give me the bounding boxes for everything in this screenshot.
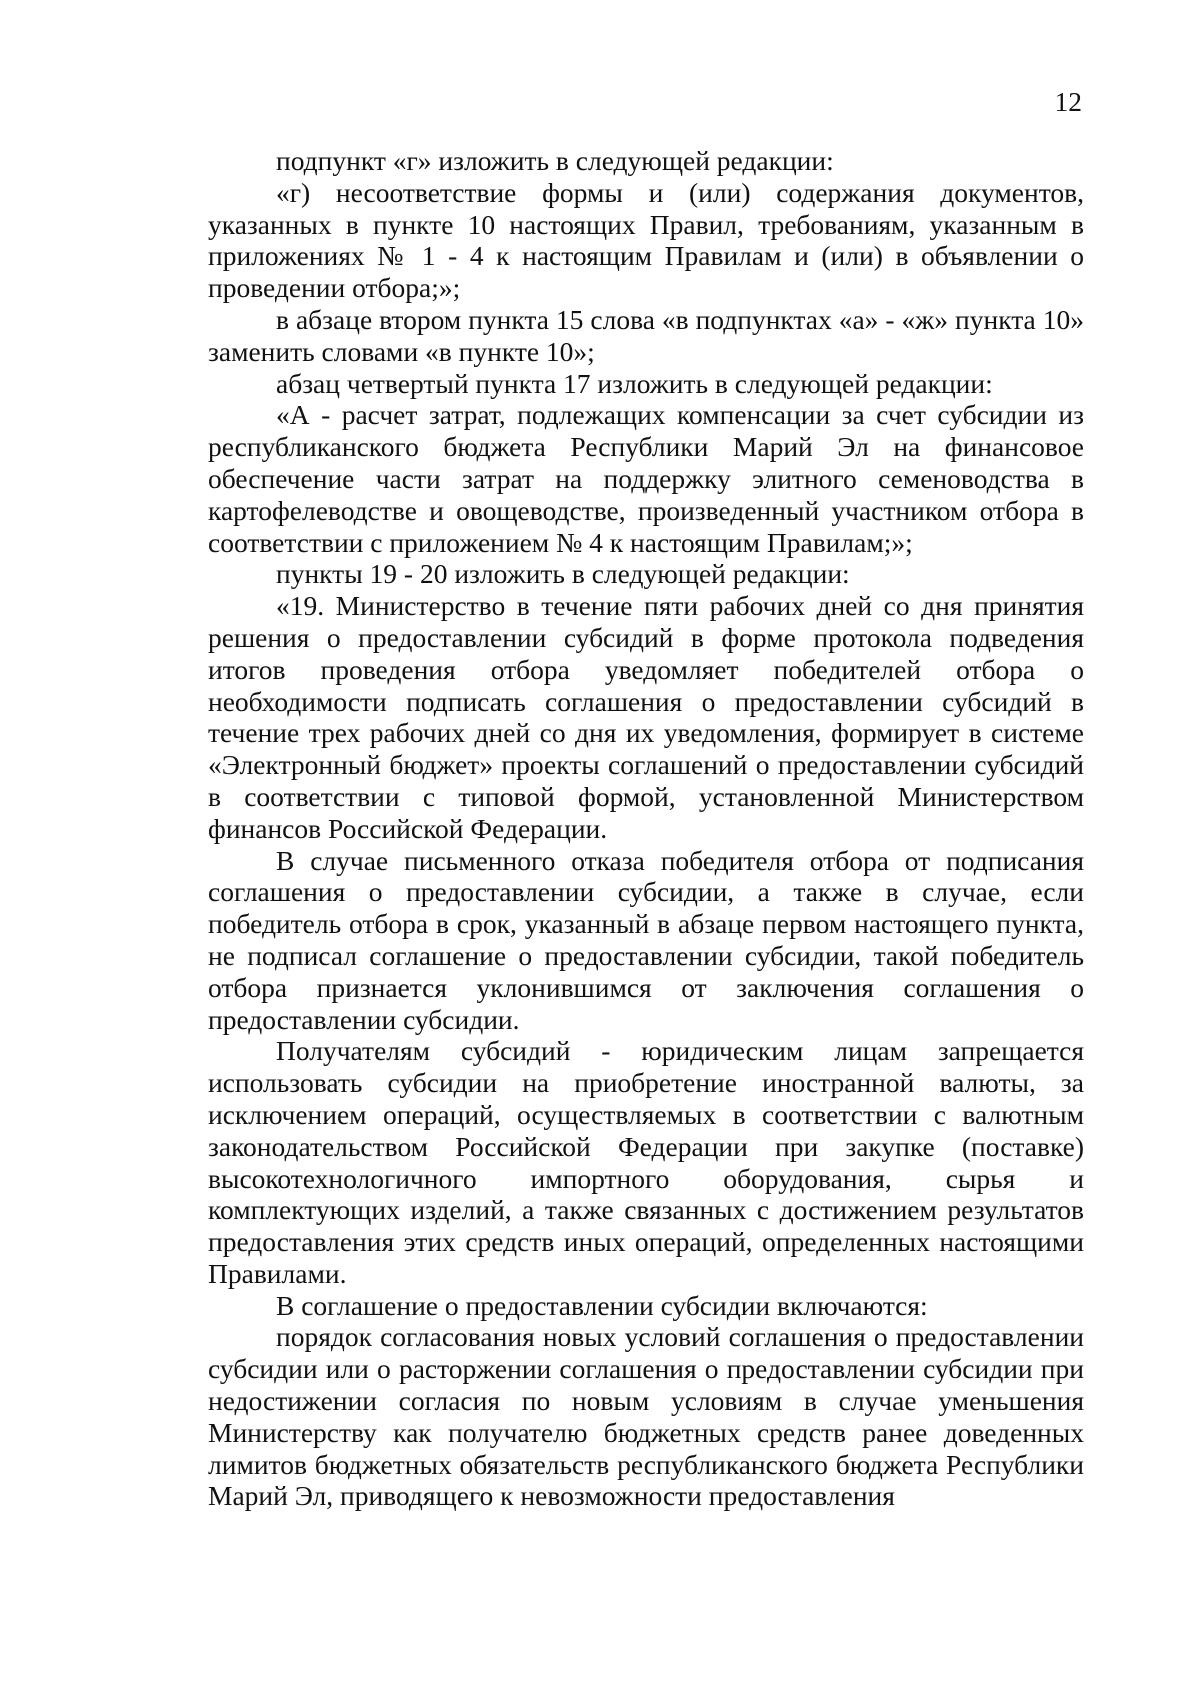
paragraph-items-19-20-intro: пункты 19 - 20 изложить в следующей редакции:: [276, 558, 850, 590]
paragraph-currency-ban: Получателям субсидий - юридическим лицам запрещается использовать субсидии на приобретение иностранной валюты, за исключением операций, осуществляемых в соответствии с валютным законодательством Российской Федерации при закупке (поставке) высокотехнологичного импортного оборудования, сырья и комплектующих изделий, а также связанных с достижением результатов предоставления этих средств иных операций, определенных настоящими Правилами.: [208, 1035, 1084, 1289]
paragraph-item-19: «19. Министерство в течение пяти рабочих дней со дня принятия решения о предоставлении субсидий в форме протокола подведения итогов проведения отбора уведомляет победителей отбора о необходимости подписать соглашения о предоставлении субсидий в течение трех рабочих дней со дня их уведомления, формирует в системе «Электронный бюджет» проекты соглашений о предоставлении субсидий в соответствии с типовой формой, установленной Министерством финансов Российской Федерации.: [208, 590, 1084, 844]
paragraph-agreement-includes: В соглашение о предоставлении субсидии включаются:: [276, 1289, 928, 1321]
paragraph-subitem-g-text: «г) несоответствие формы и (или) содержания документов, указанных в пункте 10 настоящих Правил, требованиям, указанным в приложениях № 1 - 4 к настоящим Правилам и (или) в объявлении о проведении отбора;»;: [208, 176, 1084, 304]
paragraph-refusal: В случае письменного отказа победителя отбора от подписания соглашения о предоставлении субсидии, а также в случае, если победитель отбора в срок, указанный в абзаце первом настоящего пункта, не подписал соглашение о предоставлении субсидии, такой победитель отбора признается уклонившимся от заключения соглашения о предоставлении субсидии.: [208, 844, 1084, 1035]
paragraph-item-15-change: в абзаце втором пункта 15 слова «в подпунктах «а» - «ж» пункта 10» заменить словами «в пункте 10»;: [208, 303, 1084, 367]
document-body: [208, 145, 1084, 1512]
paragraph-agreement-procedure: порядок согласования новых условий соглашения о предоставлении субсидии или о расторжении соглашения о предоставлении субсидии при недостижении согласия по новым условиям в случае уменьшения Министерству как получателю бюджетных средств ранее доведенных лимитов бюджетных обязательств республиканского бюджета Республики Марий Эл, приводящего к невозможности предоставления: [208, 1321, 1084, 1512]
paragraph-item-17-text: «А - расчет затрат, подлежащих компенсации за счет субсидии из республиканского бюджета Республики Марий Эл на финансовое обеспечение части затрат на поддержку элитного семеноводства в картофелеводстве и овощеводстве, произведенный участником отбора в соответствии с приложением № 4 к настоящим Правилам;»;: [208, 399, 1084, 558]
page-number: 12: [1054, 86, 1082, 117]
paragraph-subitem-g-intro: подпункт «г» изложить в следующей редакции:: [276, 145, 834, 176]
paragraph-item-17-intro: абзац четвертый пункта 17 изложить в следующей редакции:: [276, 367, 993, 399]
